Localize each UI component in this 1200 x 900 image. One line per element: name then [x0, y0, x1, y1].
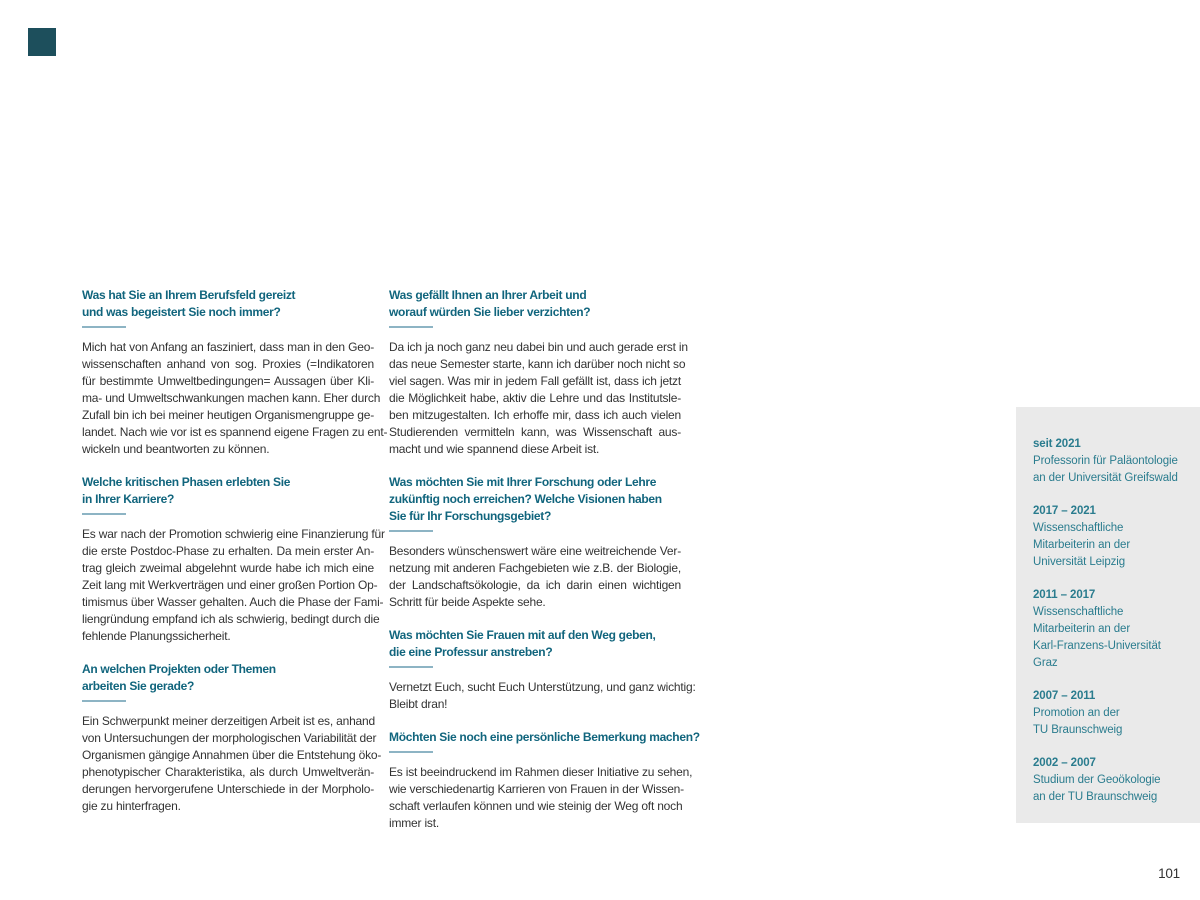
- answer-line: Mich hat von Anfang an fasziniert, dass man in den Geo-: [82, 340, 374, 354]
- answer-line: das neue Semester starte, kann ich darüber noch nicht so: [389, 357, 686, 371]
- answer-line: ben mitzugestalten. Ich erhoffe mir, dass ich auch vielen: [389, 408, 681, 422]
- interview-answer: [389, 679, 696, 713]
- timeline-line: an der Universität Greifswald: [1033, 472, 1178, 484]
- answer-line: Es ist beeindruckend im Rahmen dieser Initiative zu sehen,: [389, 765, 693, 779]
- interview-answer: [389, 764, 693, 832]
- interview-question: Was möchten Sie mit Ihrer Forschung oder Lehre zukünftig noch erreichen? Welche Visionen haben Sie für Ihr Forschungsgebiet?: [389, 475, 662, 523]
- answer-line: der Landschaftsökologie, da ich darin einen wichtigen: [389, 578, 681, 592]
- answer-line: liengründung empfand ich als schwierig, bedingt durch die: [82, 612, 380, 626]
- answer-line: fehlende Planungssicherheit.: [82, 629, 231, 643]
- answer-line: phenotypischer Charakteristika, als durch Umweltverän-: [82, 765, 374, 779]
- interview-question: Was hat Sie an Ihrem Berufsfeld gereizt und was begeistert Sie noch immer?: [82, 288, 296, 319]
- interview-question: An welchen Projekten oder Themen arbeiten Sie gerade?: [82, 662, 276, 693]
- answer-line: viel sagen. Was mir in jedem Fall gefällt ist, dass ich jetzt: [389, 374, 681, 388]
- timeline-line: Karl-Franzens-Universität: [1033, 640, 1161, 652]
- timeline-period: seit 2021: [1033, 438, 1081, 450]
- answer-line: netzung mit anderen Fachgebieten wie z.B. der Biologie,: [389, 561, 681, 575]
- timeline-line: Universität Leipzig: [1033, 556, 1126, 568]
- timeline-entry: [1033, 688, 1190, 739]
- timeline-period: 2007 – 2011: [1033, 690, 1096, 702]
- answer-line: Da ich ja noch ganz neu dabei bin und auch gerade erst in: [389, 340, 688, 354]
- answer-line: immer ist.: [389, 816, 439, 830]
- answer-line: Zufall bin ich bei meiner heutigen Organismengruppe ge-: [82, 408, 374, 422]
- answer-line: macht und wie spannend diese Arbeit ist.: [389, 442, 600, 456]
- interview-section: [82, 661, 382, 815]
- answer-line: die Möglichkeit habe, aktiv die Lehre und das Institutsle-: [389, 391, 681, 405]
- answer-line: landet. Nach wie vor ist es spannend eigene Fragen zu ent-: [82, 425, 388, 439]
- answer-line: wissenschaften anhand von sog. Proxies (=Indikatoren: [82, 357, 374, 371]
- answer-line: Ein Schwerpunkt meiner derzeitigen Arbeit ist es, anhand: [82, 714, 375, 728]
- interview-answer: [389, 543, 681, 611]
- timeline-period: 2002 – 2007: [1033, 757, 1096, 769]
- interview-answer: [82, 339, 388, 458]
- timeline-line: Professorin für Paläontologie: [1033, 455, 1178, 467]
- timeline-period: 2017 – 2021: [1033, 505, 1096, 517]
- question-underline-rule: [389, 326, 433, 328]
- page-number: 101: [1158, 866, 1180, 881]
- answer-line: die erste Postdoc-Phase zu erhalten. Da mein erster An-: [82, 544, 374, 558]
- answer-line: Studierenden vermitteln kann, was Wissenschaft aus-: [389, 425, 681, 439]
- answer-line: Besonders wünschenswert wäre eine weitreichende Ver-: [389, 544, 681, 558]
- interview-question: Was möchten Sie Frauen mit auf den Weg geben, die eine Professur anstreben?: [389, 628, 656, 659]
- chapter-color-marker: [28, 28, 56, 56]
- timeline-line: Wissenschaftliche: [1033, 522, 1124, 534]
- question-underline-rule: [389, 751, 433, 753]
- answer-line: Zeit lang mit Werkverträgen und einer großen Portion Op-: [82, 578, 378, 592]
- timeline-line: TU Braunschweig: [1033, 724, 1123, 736]
- interview-section: [389, 729, 700, 832]
- interview-answer: [389, 339, 688, 458]
- interview-column-right: [389, 287, 700, 848]
- timeline-line: Mitarbeiterin an der: [1033, 539, 1131, 551]
- timeline-entry: [1033, 436, 1190, 487]
- answer-line: ma- und Umweltschwankungen machen kann. Eher durch: [82, 391, 381, 405]
- question-underline-rule: [389, 666, 433, 668]
- interview-answer: [82, 713, 382, 815]
- answer-line: trag gleich zweimal abgelehnt wurde habe ich mich eine: [82, 561, 374, 575]
- answer-line: für bestimmte Umweltbedingungen= Aussagen über Kli-: [82, 374, 374, 388]
- interview-question: Welche kritischen Phasen erlebten Sie in Ihrer Karriere?: [82, 475, 291, 506]
- timeline-line: Studium der Geoökologie: [1033, 774, 1161, 786]
- answer-line: Vernetzt Euch, sucht Euch Unterstützung, und ganz wichtig:: [389, 680, 696, 694]
- question-underline-rule: [389, 530, 433, 532]
- answer-line: Bleibt dran!: [389, 697, 448, 711]
- interview-section: [82, 474, 385, 645]
- interview-section: [389, 627, 696, 713]
- cv-timeline-box: [1016, 407, 1200, 823]
- answer-line: derungen hervorgerufene Unterschiede in der Morpholo-: [82, 782, 374, 796]
- interview-section: [82, 287, 388, 458]
- answer-line: schaft verlaufen können und wie steinig der Weg oft noch: [389, 799, 683, 813]
- interview-section: [389, 287, 688, 458]
- answer-line: Organismen gängige Annahmen über die Entstehung öko-: [82, 748, 382, 762]
- timeline-line: an der TU Braunschweig: [1033, 791, 1158, 803]
- interview-question: Möchten Sie noch eine persönliche Bemerkung machen?: [389, 730, 700, 744]
- answer-line: wickeln und beantworten zu können.: [82, 442, 270, 456]
- timeline-line: Graz: [1033, 657, 1058, 669]
- timeline-line: Promotion an der: [1033, 707, 1120, 719]
- timeline-entry: [1033, 503, 1190, 571]
- timeline-period: 2011 – 2017: [1033, 589, 1096, 601]
- answer-line: Schritt für beide Aspekte sehe.: [389, 595, 546, 609]
- answer-line: gie zu hinterfragen.: [82, 799, 181, 813]
- timeline-entry: [1033, 587, 1190, 672]
- interview-question: Was gefällt Ihnen an Ihrer Arbeit und worauf würden Sie lieber verzichten?: [389, 288, 591, 319]
- timeline-line: Mitarbeiterin an der: [1033, 623, 1131, 635]
- question-underline-rule: [82, 513, 126, 515]
- question-underline-rule: [82, 700, 126, 702]
- answer-line: Es war nach der Promotion schwierig eine Finanzierung für: [82, 527, 385, 541]
- interview-answer: [82, 526, 385, 645]
- interview-section: [389, 474, 681, 611]
- timeline-line: Wissenschaftliche: [1033, 606, 1124, 618]
- interview-column-left: [82, 287, 388, 831]
- answer-line: wie verschiedenartig Karrieren von Frauen in der Wissen-: [389, 782, 684, 796]
- answer-line: von Untersuchungen der morphologischen Variabilität der: [82, 731, 377, 745]
- answer-line: timismus über Wasser gehalten. Auch die Phase der Fami-: [82, 595, 384, 609]
- question-underline-rule: [82, 326, 126, 328]
- timeline-entry: [1033, 755, 1190, 806]
